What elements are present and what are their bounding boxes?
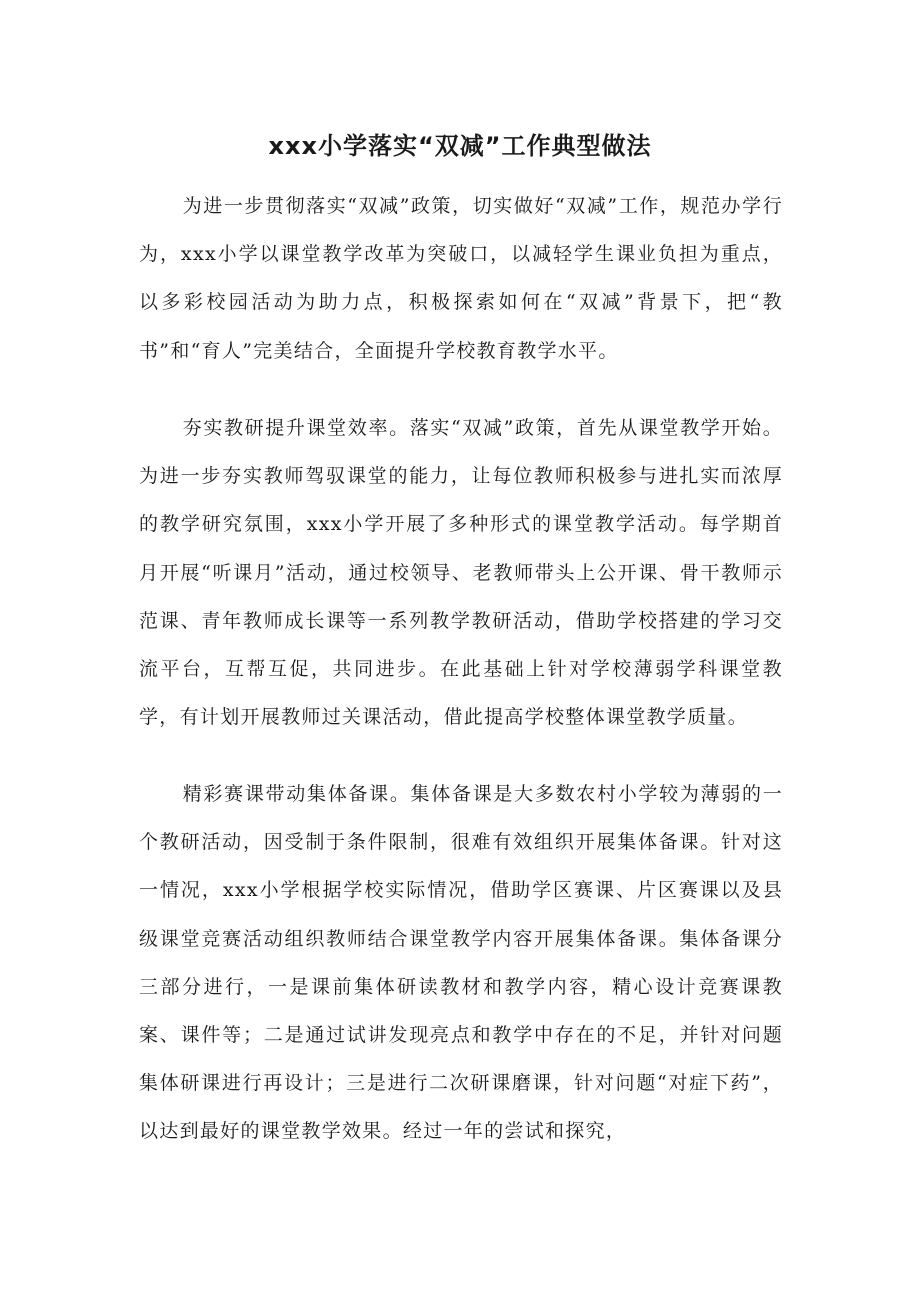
- document-title: xxx小学落实“双减”工作典型做法: [268, 132, 652, 160]
- paragraph-lesson-preparation: 精彩赛课带动集体备课。集体备课是大多数农村小学较为薄弱的一个教研活动，因受制于条件限制，很难有效组织开展集体备课。针对这一情况，xxx小学根据学校实际情况，借助学区赛课、片区赛课以及县级课堂竞赛活动组织教师结合课堂教学内容开展集体备课。集体备课分三部分进行，一是课前集体研读教材和教学内容，精心设计竞赛课教案、课件等；二是通过试讲发现亮点和教学中存在的不足，并针对问题集体研课进行再设计；三是进行二次研课磨课，针对问题“对症下药”，以达到最好的课堂教学效果。经过一年的尝试和探究，: [139, 783, 783, 1143]
- paragraph-teaching-research: 夯实教研提升课堂效率。落实“双减”政策，首先从课堂教学开始。为进一步夯实教师驾驭课堂的能力，让每位教师积极参与进扎实而浓厚的教学研究氛围，xxx小学开展了多种形式的课堂教学活动。每学期首月开展“听课月”活动，通过校领导、老教师带头上公开课、骨干教师示范课、青年教师成长课等一系列教学教研活动，借助学校搭建的学习交流平台，互帮互促，共同进步。在此基础上针对学校薄弱学科课堂教学，有计划开展教师过关课活动，借此提高学校整体课堂教学质量。: [139, 417, 783, 729]
- paragraph-intro: 为进一步贯彻落实“双减”政策，切实做好“双减”工作，规范办学行为，xxx小学以课堂教学改革为突破口，以减轻学生课业负担为重点，以多彩校园活动为助力点，积极探索如何在“双减”背景下，把“教书”和“育人”完美结合，全面提升学校教育教学水平。: [139, 195, 783, 362]
